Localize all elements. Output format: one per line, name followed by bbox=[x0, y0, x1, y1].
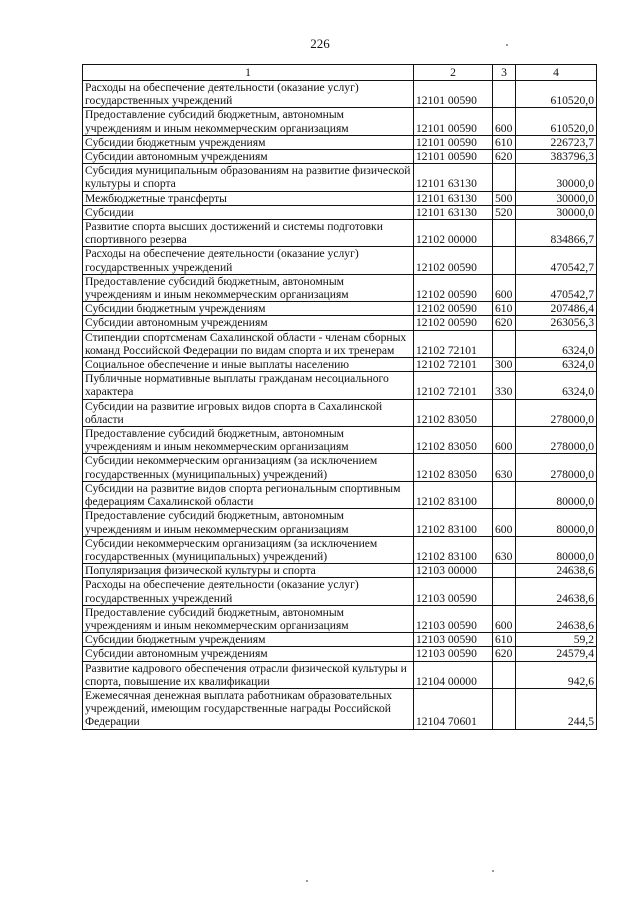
table-row bbox=[83, 509, 597, 536]
row-code-cell: 12102 83050 bbox=[414, 399, 493, 426]
row-type-cell: 610 bbox=[493, 633, 516, 647]
row-type-cell: 300 bbox=[493, 358, 516, 372]
row-code-cell: 12102 00590 bbox=[414, 316, 493, 330]
row-sum-cell: 24638,6 bbox=[516, 564, 597, 578]
row-code-cell: 12104 00000 bbox=[414, 661, 493, 688]
row-type-cell bbox=[493, 164, 516, 191]
column-header: 2 bbox=[414, 65, 493, 81]
row-sum-cell: 244,5 bbox=[516, 688, 597, 729]
table-body bbox=[83, 81, 597, 730]
table-row bbox=[83, 661, 597, 688]
scan-speck bbox=[506, 44, 508, 46]
row-name-cell: Субсидии автономным учреждениям bbox=[83, 150, 414, 164]
table-row bbox=[83, 274, 597, 301]
row-sum-cell: 610520,0 bbox=[516, 81, 597, 108]
row-type-cell bbox=[493, 578, 516, 605]
table-row bbox=[83, 135, 597, 149]
row-sum-cell: 24579,4 bbox=[516, 647, 597, 661]
page-number: 226 bbox=[310, 36, 330, 51]
table-row bbox=[83, 205, 597, 219]
table-row bbox=[83, 108, 597, 135]
row-type-cell bbox=[493, 399, 516, 426]
row-sum-cell: 30000,0 bbox=[516, 164, 597, 191]
row-code-cell: 12101 63130 bbox=[414, 205, 493, 219]
row-name-cell: Развитие спорта высших достижений и системы подготовки спортивного резерва bbox=[83, 220, 414, 247]
row-code-cell: 12102 83100 bbox=[414, 509, 493, 536]
row-code-cell: 12102 00590 bbox=[414, 302, 493, 316]
row-sum-cell: 24638,6 bbox=[516, 578, 597, 605]
row-sum-cell: 24638,6 bbox=[516, 605, 597, 632]
row-name-cell: Предоставление субсидий бюджетным, автономным учреждениям и иным некоммерческим организациям bbox=[83, 427, 414, 454]
row-type-cell: 600 bbox=[493, 509, 516, 536]
table-row bbox=[83, 81, 597, 108]
row-name-cell: Предоставление субсидий бюджетным, автономным учреждениям и иным некоммерческим организациям bbox=[83, 509, 414, 536]
row-name-cell: Расходы на обеспечение деятельности (оказание услуг) государственных учреждений bbox=[83, 81, 414, 108]
row-name-cell: Субсидии бюджетным учреждениям bbox=[83, 633, 414, 647]
table-row bbox=[83, 302, 597, 316]
row-name-cell: Субсидии некоммерческим организациям (за исключением государственных (муниципальных) учреждений) bbox=[83, 536, 414, 563]
row-sum-cell: 278000,0 bbox=[516, 427, 597, 454]
row-type-cell bbox=[493, 564, 516, 578]
row-type-cell: 620 bbox=[493, 150, 516, 164]
row-name-cell: Субсидии бюджетным учреждениям bbox=[83, 302, 414, 316]
row-name-cell: Популяризация физической культуры и спорта bbox=[83, 564, 414, 578]
row-name-cell: Предоставление субсидий бюджетным, автономным учреждениям и иным некоммерческим организациям bbox=[83, 108, 414, 135]
row-name-cell: Субсидия муниципальным образованиям на развитие физической культуры и спорта bbox=[83, 164, 414, 191]
row-type-cell bbox=[493, 481, 516, 508]
row-name-cell: Ежемесячная денежная выплата работникам образовательных учреждений, имеющим государственные награды Российской Федерации bbox=[83, 688, 414, 729]
row-type-cell: 610 bbox=[493, 135, 516, 149]
row-type-cell: 630 bbox=[493, 454, 516, 481]
row-type-cell bbox=[493, 220, 516, 247]
row-sum-cell: 470542,7 bbox=[516, 274, 597, 301]
row-name-cell: Межбюджетные трансферты bbox=[83, 191, 414, 205]
row-name-cell: Предоставление субсидий бюджетным, автономным учреждениям и иным некоммерческим организациям bbox=[83, 605, 414, 632]
table-row bbox=[83, 372, 597, 399]
row-sum-cell: 278000,0 bbox=[516, 454, 597, 481]
table-row bbox=[83, 164, 597, 191]
scan-speck bbox=[306, 880, 308, 882]
table-row bbox=[83, 454, 597, 481]
row-sum-cell: 942,6 bbox=[516, 661, 597, 688]
row-type-cell: 620 bbox=[493, 647, 516, 661]
row-code-cell: 12103 00590 bbox=[414, 647, 493, 661]
row-name-cell: Расходы на обеспечение деятельности (оказание услуг) государственных учреждений bbox=[83, 578, 414, 605]
row-sum-cell: 30000,0 bbox=[516, 191, 597, 205]
table-row bbox=[83, 427, 597, 454]
row-type-cell: 600 bbox=[493, 274, 516, 301]
row-sum-cell: 207486,4 bbox=[516, 302, 597, 316]
row-code-cell: 12103 00590 bbox=[414, 578, 493, 605]
row-code-cell: 12102 72101 bbox=[414, 358, 493, 372]
row-code-cell: 12102 72101 bbox=[414, 330, 493, 357]
row-sum-cell: 278000,0 bbox=[516, 399, 597, 426]
table-row bbox=[83, 316, 597, 330]
row-code-cell: 12102 00000 bbox=[414, 220, 493, 247]
table-row bbox=[83, 564, 597, 578]
row-sum-cell: 6324,0 bbox=[516, 372, 597, 399]
row-name-cell: Стипендии спортсменам Сахалинской области - членам сборных команд Российской Федерации по видам спорта и их тренерам bbox=[83, 330, 414, 357]
column-header: 1 bbox=[83, 65, 414, 81]
row-code-cell: 12102 83100 bbox=[414, 536, 493, 563]
table-row bbox=[83, 481, 597, 508]
row-sum-cell: 6324,0 bbox=[516, 330, 597, 357]
row-code-cell: 12102 00590 bbox=[414, 274, 493, 301]
table-row bbox=[83, 330, 597, 357]
row-code-cell: 12102 72101 bbox=[414, 372, 493, 399]
row-sum-cell: 263056,3 bbox=[516, 316, 597, 330]
table-row bbox=[83, 220, 597, 247]
row-code-cell: 12101 00590 bbox=[414, 150, 493, 164]
row-name-cell: Субсидии bbox=[83, 205, 414, 219]
row-sum-cell: 80000,0 bbox=[516, 481, 597, 508]
table-row bbox=[83, 150, 597, 164]
row-code-cell: 12104 70601 bbox=[414, 688, 493, 729]
scan-speck bbox=[492, 870, 494, 872]
row-name-cell: Предоставление субсидий бюджетным, автономным учреждениям и иным некоммерческим организациям bbox=[83, 274, 414, 301]
budget-table bbox=[82, 64, 597, 730]
row-sum-cell: 6324,0 bbox=[516, 358, 597, 372]
table-row bbox=[83, 536, 597, 563]
row-sum-cell: 80000,0 bbox=[516, 536, 597, 563]
table-row bbox=[83, 688, 597, 729]
row-code-cell: 12101 00590 bbox=[414, 81, 493, 108]
row-sum-cell: 30000,0 bbox=[516, 205, 597, 219]
column-number-row bbox=[83, 65, 597, 81]
column-header: 4 bbox=[516, 65, 597, 81]
row-type-cell: 630 bbox=[493, 536, 516, 563]
table-row bbox=[83, 247, 597, 274]
row-type-cell: 330 bbox=[493, 372, 516, 399]
row-type-cell bbox=[493, 81, 516, 108]
row-code-cell: 12102 83100 bbox=[414, 481, 493, 508]
row-name-cell: Социальное обеспечение и иные выплаты населению bbox=[83, 358, 414, 372]
row-sum-cell: 59,2 bbox=[516, 633, 597, 647]
row-type-cell: 600 bbox=[493, 605, 516, 632]
row-name-cell: Публичные нормативные выплаты гражданам несоциального характера bbox=[83, 372, 414, 399]
row-type-cell bbox=[493, 688, 516, 729]
row-type-cell: 610 bbox=[493, 302, 516, 316]
table-row bbox=[83, 578, 597, 605]
row-type-cell bbox=[493, 330, 516, 357]
row-name-cell: Субсидии некоммерческим организациям (за исключением государственных (муниципальных) учреждений) bbox=[83, 454, 414, 481]
row-code-cell: 12101 63130 bbox=[414, 164, 493, 191]
row-code-cell: 12103 00590 bbox=[414, 633, 493, 647]
row-type-cell: 520 bbox=[493, 205, 516, 219]
row-type-cell: 600 bbox=[493, 427, 516, 454]
row-name-cell: Субсидии на развитие игровых видов спорта в Сахалинской области bbox=[83, 399, 414, 426]
column-header: 3 bbox=[493, 65, 516, 81]
row-sum-cell: 226723,7 bbox=[516, 135, 597, 149]
row-code-cell: 12103 00590 bbox=[414, 605, 493, 632]
row-code-cell: 12102 83050 bbox=[414, 454, 493, 481]
row-name-cell: Субсидии автономным учреждениям bbox=[83, 316, 414, 330]
row-sum-cell: 383796,3 bbox=[516, 150, 597, 164]
row-sum-cell: 470542,7 bbox=[516, 247, 597, 274]
row-type-cell: 500 bbox=[493, 191, 516, 205]
table-row bbox=[83, 605, 597, 632]
row-name-cell: Субсидии автономным учреждениям bbox=[83, 647, 414, 661]
row-type-cell bbox=[493, 661, 516, 688]
table-row bbox=[83, 399, 597, 426]
row-name-cell: Развитие кадрового обеспечения отрасли физической культуры и спорта, повышение их квалификации bbox=[83, 661, 414, 688]
row-type-cell: 600 bbox=[493, 108, 516, 135]
row-sum-cell: 610520,0 bbox=[516, 108, 597, 135]
row-type-cell bbox=[493, 247, 516, 274]
table-row bbox=[83, 647, 597, 661]
row-name-cell: Расходы на обеспечение деятельности (оказание услуг) государственных учреждений bbox=[83, 247, 414, 274]
row-type-cell: 620 bbox=[493, 316, 516, 330]
row-code-cell: 12101 00590 bbox=[414, 108, 493, 135]
table-row bbox=[83, 633, 597, 647]
table-row bbox=[83, 358, 597, 372]
row-code-cell: 12101 63130 bbox=[414, 191, 493, 205]
row-name-cell: Субсидии бюджетным учреждениям bbox=[83, 135, 414, 149]
row-code-cell: 12102 00590 bbox=[414, 247, 493, 274]
table-row bbox=[83, 191, 597, 205]
row-sum-cell: 834866,7 bbox=[516, 220, 597, 247]
row-name-cell: Субсидии на развитие видов спорта региональным спортивным федерациям Сахалинской области bbox=[83, 481, 414, 508]
row-code-cell: 12101 00590 bbox=[414, 135, 493, 149]
row-sum-cell: 80000,0 bbox=[516, 509, 597, 536]
row-code-cell: 12103 00000 bbox=[414, 564, 493, 578]
row-code-cell: 12102 83050 bbox=[414, 427, 493, 454]
